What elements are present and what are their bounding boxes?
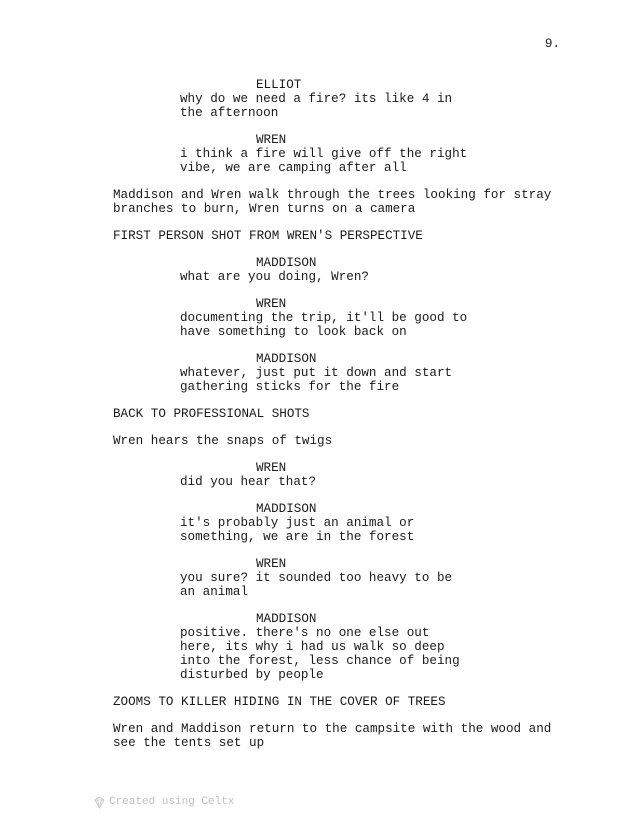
dialogue-line: did you hear that? xyxy=(180,475,317,489)
dialogue-line: you sure? it sounded too heavy to be an animal xyxy=(180,571,453,599)
action-line: Wren and Maddison return to the campsite with the wood and see the tents set up xyxy=(113,722,552,750)
celtx-logo-icon xyxy=(94,796,105,809)
dialogue-line: documenting the trip, it'll be good to have something to look back on xyxy=(180,311,468,339)
character-name: ELLIOT xyxy=(256,78,302,92)
character-name: MADDISON xyxy=(256,612,317,626)
action-line: Maddison and Wren walk through the trees looking for stray branches to burn, Wren turns on a camera xyxy=(113,188,552,216)
character-name: WREN xyxy=(256,557,287,571)
screenplay-body xyxy=(0,78,638,750)
dialogue-line: it's probably just an animal or something, we are in the forest xyxy=(180,516,415,544)
dialogue-line: why do we need a fire? its like 4 in the afternoon xyxy=(180,92,453,120)
character-name: MADDISON xyxy=(256,352,317,366)
dialogue-line: i think a fire will give off the right vibe, we are camping after all xyxy=(180,147,468,175)
character-name: MADDISON xyxy=(256,256,317,270)
character-name: WREN xyxy=(256,461,287,475)
dialogue-line: whatever, just put it down and start gathering sticks for the fire xyxy=(180,366,453,394)
footer-watermark xyxy=(94,795,234,809)
footer-text: Created using Celtx xyxy=(109,796,235,808)
dialogue-line: what are you doing, Wren? xyxy=(180,270,369,284)
page-number: 9. xyxy=(544,37,560,51)
character-name: MADDISON xyxy=(256,502,317,516)
character-name: WREN xyxy=(256,297,287,311)
shot-direction: ZOOMS TO KILLER HIDING IN THE COVER OF TREES xyxy=(113,695,446,709)
shot-direction: FIRST PERSON SHOT FROM WREN'S PERSPECTIVE xyxy=(113,229,423,243)
action-line: Wren hears the snaps of twigs xyxy=(113,434,333,448)
character-name: WREN xyxy=(256,133,287,147)
dialogue-line: positive. there's no one else out here, its why i had us walk so deep into the forest, less chance of being disturbed by people xyxy=(180,626,460,682)
shot-direction: BACK TO PROFESSIONAL SHOTS xyxy=(113,407,310,421)
